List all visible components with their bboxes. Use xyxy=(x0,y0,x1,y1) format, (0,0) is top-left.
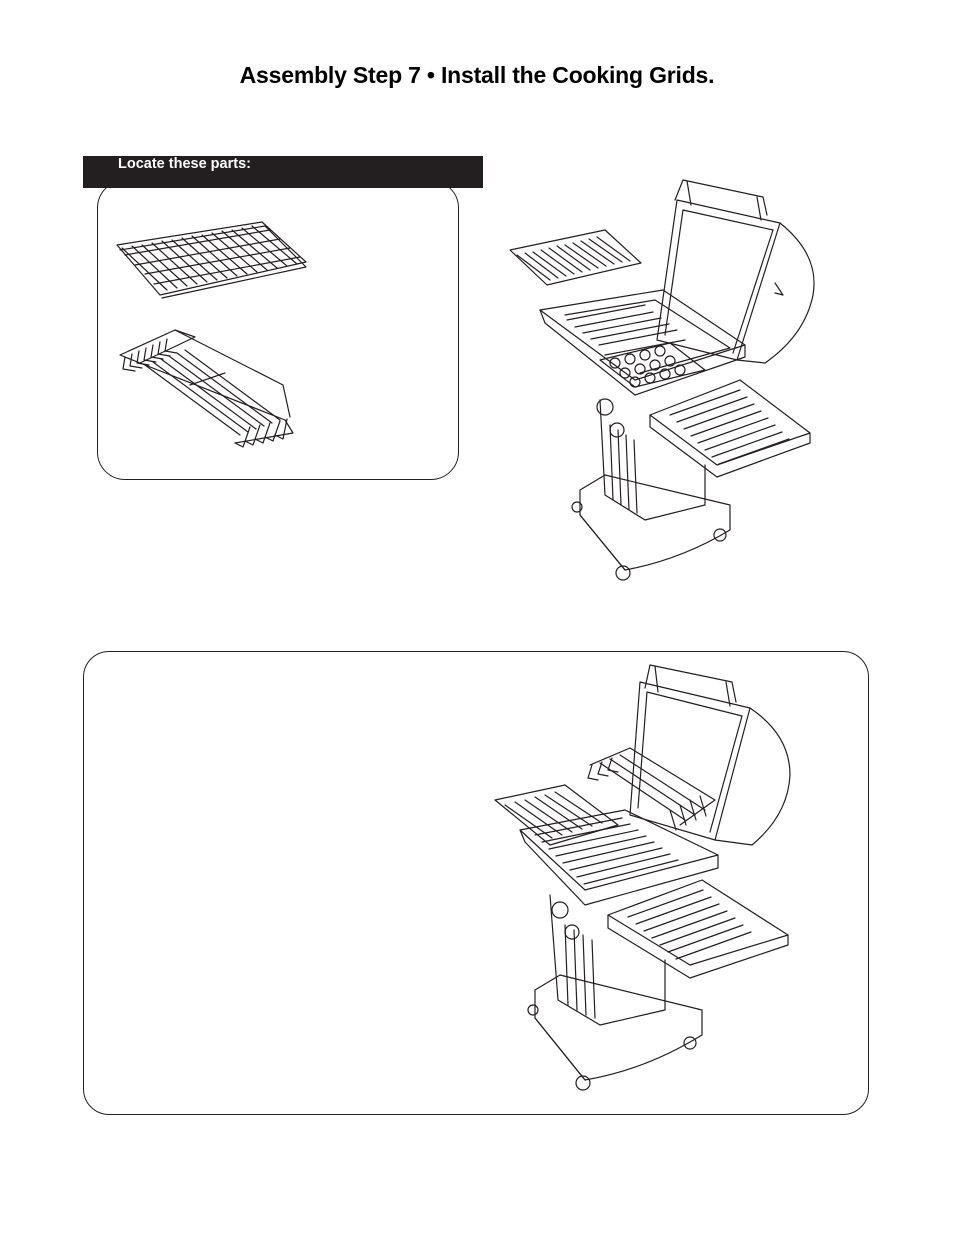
grill-grids-installed-icon xyxy=(490,660,800,1095)
cooking-grid-icon xyxy=(110,210,320,305)
warming-rack-icon xyxy=(115,325,300,450)
parts-header-label: Locate these parts: xyxy=(118,156,251,172)
page-title: Assembly Step 7 • Install the Cooking Grids. xyxy=(239,62,715,88)
grill-open-grids-removed-icon xyxy=(505,175,825,590)
